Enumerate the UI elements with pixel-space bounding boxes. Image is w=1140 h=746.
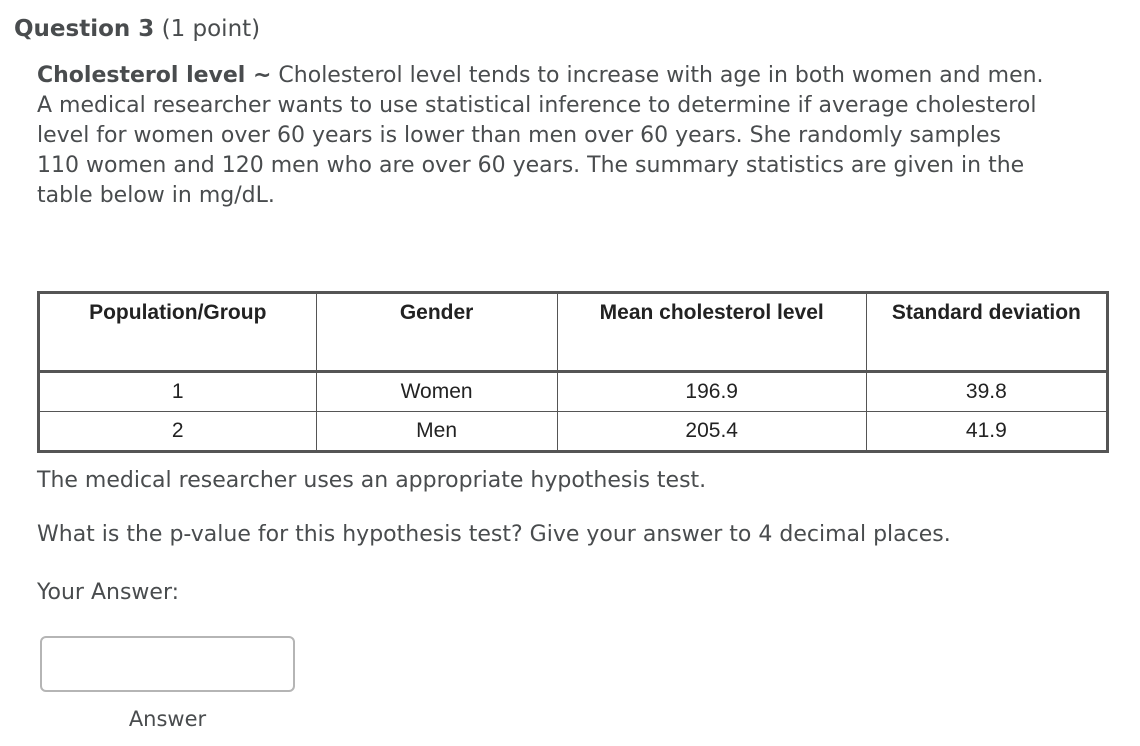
summary-statistics-table (37, 291, 1109, 453)
question-topic: Cholesterol level ~ (37, 63, 272, 88)
p-value-prompt: What is the p-value for this hypothesis test? Give your answer to 4 decimal places. (37, 522, 951, 547)
table-row (39, 412, 1108, 452)
table-header-row (39, 293, 1108, 372)
cell-sd: 39.8 (866, 372, 1107, 412)
question-body (37, 61, 1047, 211)
cell-group: 1 (39, 372, 317, 412)
answer-field-label: Answer (128, 707, 207, 731)
question-header (14, 14, 260, 44)
question-text: Cholesterol level tends to increase with age in both women and men. A medical researcher wants to use statistical inference to determine if average cholesterol level for women over 60 years is lower than men over 60 years. She randomly samples 110 women and 120 men who are over 60 years. The summary statistics are given in the table below in mg/dL. (37, 63, 1044, 208)
header-gender: Gender (316, 293, 557, 372)
header-mean-cholesterol: Mean cholesterol level (557, 293, 866, 372)
cell-gender: Men (316, 412, 557, 452)
cell-mean: 205.4 (557, 412, 866, 452)
question-points: (1 point) (161, 16, 261, 42)
header-standard-deviation: Standard deviation (866, 293, 1107, 372)
cell-mean: 196.9 (557, 372, 866, 412)
cell-group: 2 (39, 412, 317, 452)
table-row (39, 372, 1108, 412)
answer-input[interactable] (40, 636, 295, 692)
hypothesis-test-text: The medical researcher uses an appropriate hypothesis test. (37, 468, 707, 493)
your-answer-label: Your Answer: (37, 580, 180, 605)
question-title: Question 3 (14, 16, 155, 42)
cell-sd: 41.9 (866, 412, 1107, 452)
cell-gender: Women (316, 372, 557, 412)
header-population-group: Population/Group (39, 293, 317, 372)
